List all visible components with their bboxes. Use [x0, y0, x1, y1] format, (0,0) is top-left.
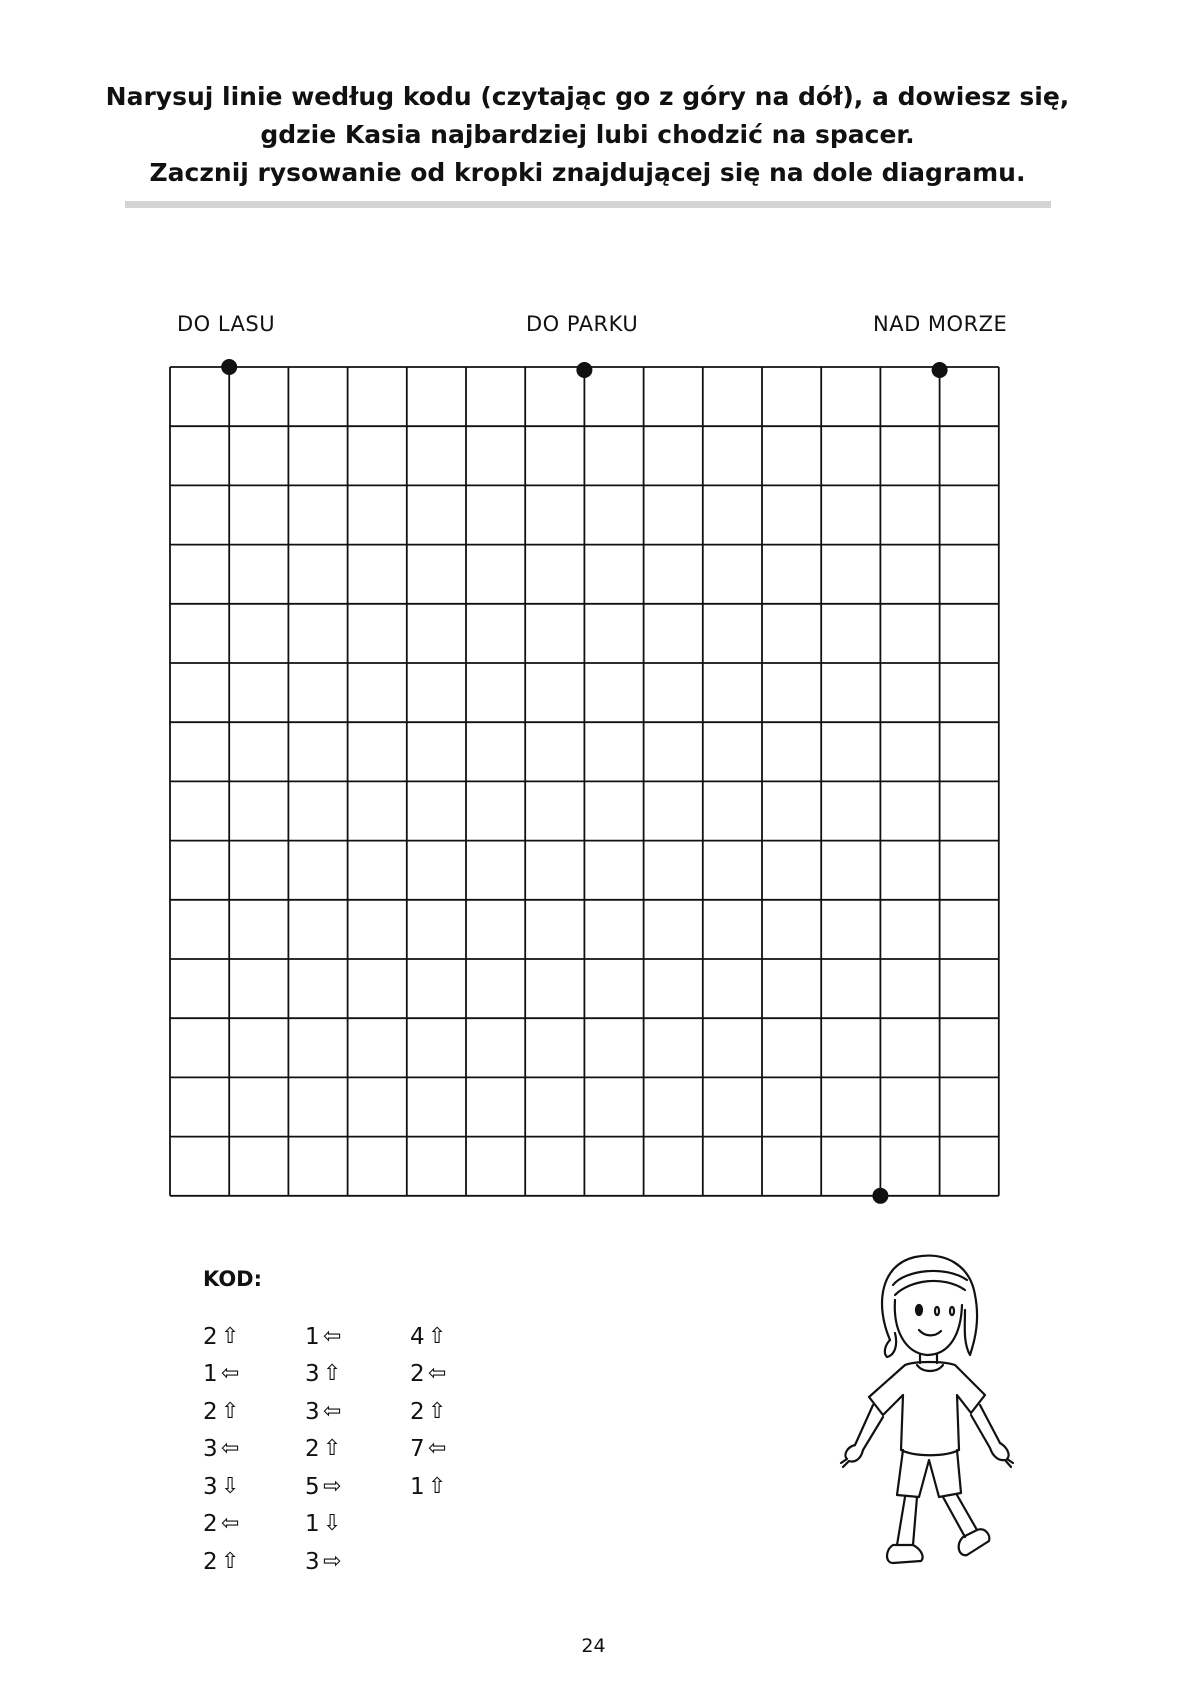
destination-forest-label: DO LASU	[177, 312, 276, 336]
arrow-down-icon: ⇩	[323, 1511, 342, 1537]
destination-park-label: DO PARKU	[526, 312, 639, 336]
code-step	[410, 1318, 446, 1356]
code-step	[203, 1393, 239, 1431]
girl-illustration	[835, 1245, 1015, 1565]
arrow-left-icon: ⇦	[221, 1436, 240, 1462]
code-step	[203, 1431, 239, 1469]
code-step	[203, 1318, 239, 1356]
code-step-count: 2	[203, 1398, 218, 1425]
code-column	[203, 1318, 239, 1581]
code-step	[203, 1356, 239, 1394]
arrow-up-icon: ⇧	[221, 1398, 240, 1424]
start-dot	[872, 1188, 888, 1204]
arrow-up-icon: ⇧	[428, 1323, 447, 1349]
dot-forest	[221, 359, 237, 375]
code-step-count: 5	[305, 1473, 320, 1500]
arrow-right-icon: ⇨	[323, 1473, 342, 1499]
code-step	[305, 1506, 341, 1544]
code-step-count: 7	[410, 1436, 425, 1463]
code-step	[410, 1431, 446, 1469]
code-step	[305, 1356, 341, 1394]
code-step-count: 3	[305, 1398, 320, 1425]
code-step-count: 2	[410, 1398, 425, 1425]
page-number: 24	[581, 1635, 606, 1657]
code-step-count: 1	[305, 1511, 320, 1538]
arrow-down-icon: ⇩	[221, 1473, 240, 1499]
dot-sea	[932, 362, 948, 378]
dot-park	[576, 362, 592, 378]
code-step	[305, 1431, 341, 1469]
code-step-count: 1	[305, 1323, 320, 1350]
arrow-up-icon: ⇧	[221, 1548, 240, 1574]
instruction-line-1: Narysuj linie według kodu (czytając go z góry na dół), a dowiesz się,	[105, 82, 1070, 111]
code-step	[410, 1393, 446, 1431]
code-step-count: 3	[203, 1436, 218, 1463]
code-column	[305, 1318, 341, 1581]
arrow-left-icon: ⇦	[221, 1361, 240, 1387]
destination-sea-label: NAD MORZE	[873, 312, 1008, 336]
instruction-line-2: gdzie Kasia najbardziej lubi chodzić na spacer.	[260, 120, 915, 149]
code-step-count: 2	[305, 1436, 320, 1463]
instruction-line-3: Zacznij rysowanie od kropki znajdującej się na dole diagramu.	[149, 158, 1026, 187]
code-step-count: 4	[410, 1323, 425, 1350]
code-step-count: 3	[203, 1473, 218, 1500]
arrow-left-icon: ⇦	[221, 1511, 240, 1537]
code-step-count: 3	[305, 1548, 320, 1575]
code-step-count: 2	[203, 1323, 218, 1350]
code-step	[410, 1356, 446, 1394]
code-title: KOD:	[203, 1267, 263, 1291]
code-step	[305, 1318, 341, 1356]
code-step	[203, 1468, 239, 1506]
arrow-up-icon: ⇧	[428, 1398, 447, 1424]
code-step	[410, 1468, 446, 1506]
arrow-left-icon: ⇦	[428, 1361, 447, 1387]
code-step-count: 1	[410, 1473, 425, 1500]
code-step	[203, 1506, 239, 1544]
code-step-count: 3	[305, 1361, 320, 1388]
code-step-count: 2	[410, 1361, 425, 1388]
arrow-left-icon: ⇦	[428, 1436, 447, 1462]
code-step-count: 1	[203, 1361, 218, 1388]
code-step	[305, 1543, 341, 1581]
arrow-right-icon: ⇨	[323, 1548, 342, 1574]
code-step	[305, 1468, 341, 1506]
arrow-left-icon: ⇦	[323, 1323, 342, 1349]
code-step-count: 2	[203, 1548, 218, 1575]
arrow-up-icon: ⇧	[221, 1323, 240, 1349]
arrow-up-icon: ⇧	[323, 1361, 342, 1387]
code-step-count: 2	[203, 1511, 218, 1538]
code-column	[410, 1318, 446, 1506]
arrow-up-icon: ⇧	[323, 1436, 342, 1462]
arrow-left-icon: ⇦	[323, 1398, 342, 1424]
arrow-up-icon: ⇧	[428, 1473, 447, 1499]
code-step	[203, 1543, 239, 1581]
code-step	[305, 1393, 341, 1431]
